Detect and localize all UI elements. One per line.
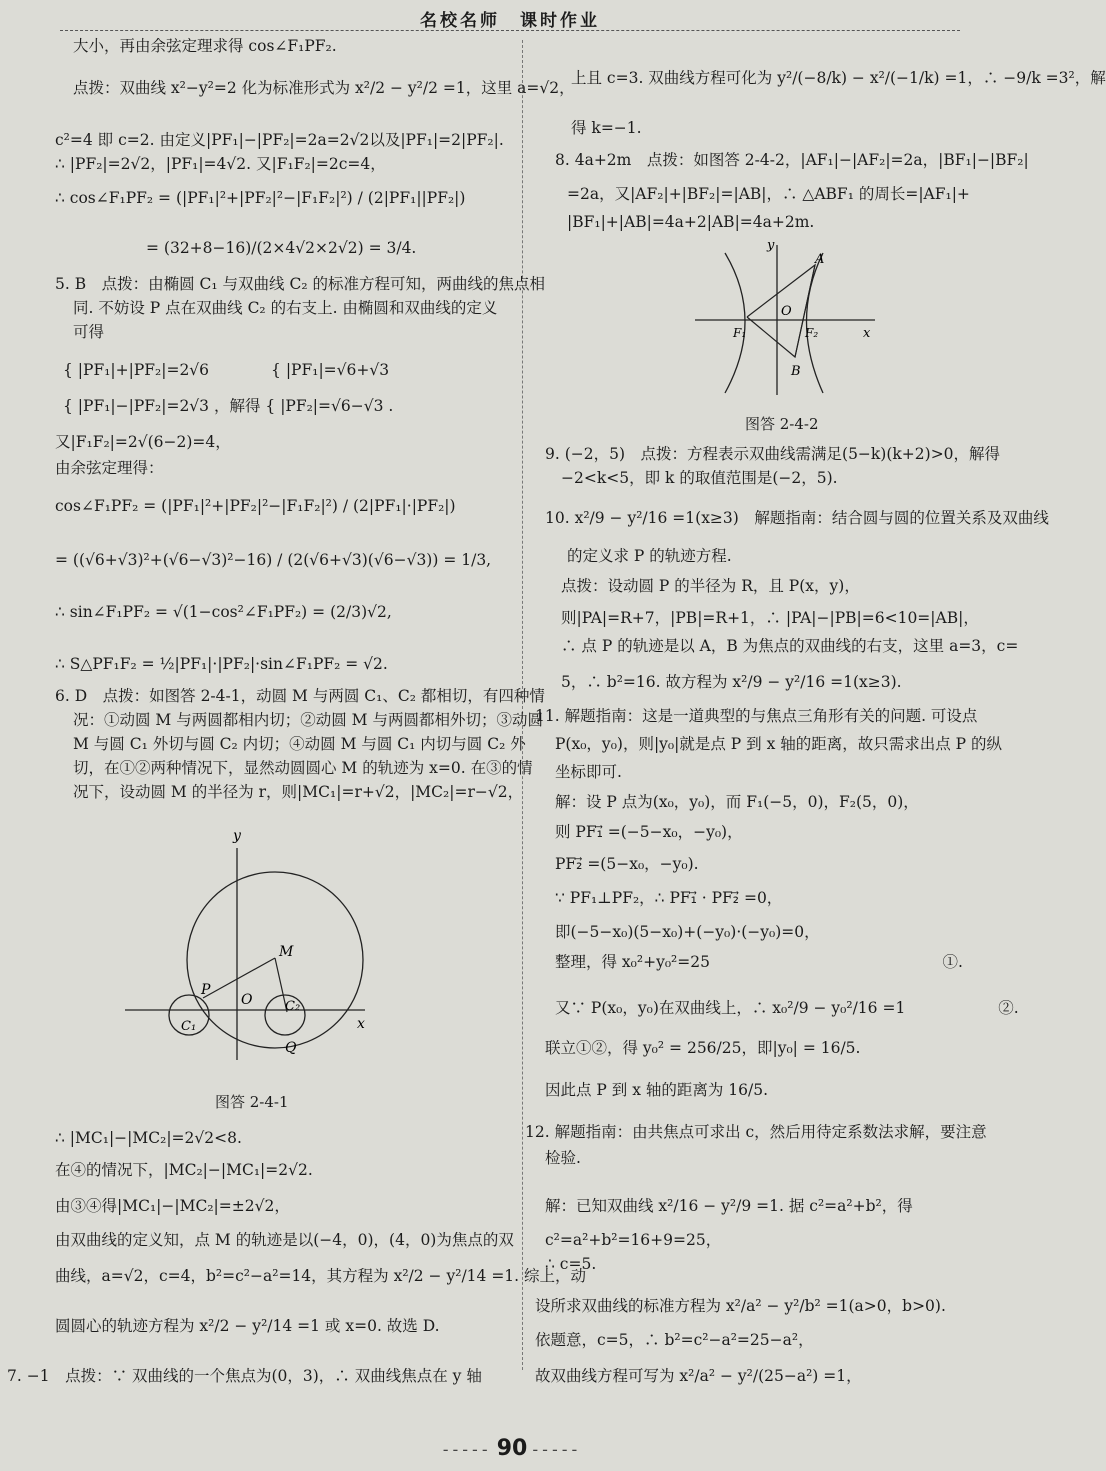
label-m: M — [279, 944, 294, 960]
label-b: B — [791, 364, 801, 379]
text-line: 10. x²/9 − y²/16 =1(x≥3) 解题指南：结合圆与圆的位置关系及双曲线 — [545, 509, 1049, 527]
text-line: 因此点 P 到 x 轴的距离为 16/5. — [545, 1081, 769, 1099]
label-f2: F₂ — [805, 326, 819, 340]
text-line: 可得 — [73, 323, 105, 341]
text-line: 由余弦定理得： — [55, 459, 164, 477]
text-line: PF₂⃗ =(5−x₀，−y₀). — [555, 855, 699, 873]
label-x: x — [863, 326, 871, 341]
label-y: y — [233, 828, 241, 844]
text-line: 上且 c=3. 双曲线方程可化为 y²/(−8/k) − x²/(−1/k) =1，∴ −9/k =3²，解 — [571, 69, 1106, 87]
text-line: { |PF₁|+|PF₂|=2√6 { |PF₁|=√6+√3 — [63, 361, 390, 379]
label-a: A — [815, 252, 825, 267]
label-p: P — [201, 982, 211, 998]
text-line: c²=4 即 c=2. 由定义|PF₁|−|PF₂|=2a=2√2以及|PF₁|=2|PF₂|. — [55, 131, 504, 149]
figure-2-4-1 — [125, 810, 445, 1070]
text-line: c²=a²+b²=16+9=25， — [545, 1231, 722, 1249]
page-footer — [0, 1436, 1024, 1461]
text-line: = (32+8−16)/(2×4√2×2√2) = 3/4. — [115, 239, 417, 257]
text-line: 故双曲线方程可写为 x²/a² − y²/(25−a²) =1， — [535, 1367, 862, 1385]
label-f1: F₁ — [733, 326, 747, 340]
text-line: 检验. — [545, 1149, 581, 1167]
right-branch — [807, 253, 824, 393]
text-line: ∴ S△PF₁F₂ = ½|PF₁|·|PF₂|·sin∠F₁PF₂ = √2. — [55, 655, 388, 673]
footer-dash-right: ----- — [532, 1440, 582, 1459]
label-o: O — [241, 992, 253, 1008]
text-line: 联立①②，得 y₀² = 256/25，即|y₀| = 16/5. — [545, 1039, 861, 1057]
text-line: 点拨：设动圆 P 的半径为 R，且 P(x，y)， — [561, 577, 860, 595]
label-c1: C₁ — [181, 1019, 197, 1034]
text-line: 大小，再由余弦定理求得 cos∠F₁PF₂. — [73, 37, 337, 55]
text-line: 由③④得|MC₁|−|MC₂|=±2√2， — [55, 1197, 290, 1215]
segment-mp — [203, 958, 275, 998]
segment-f2b — [795, 320, 803, 357]
text-line: 5. B 点拨：由椭圆 C₁ 与双曲线 C₂ 的标准方程可知，两曲线的焦点相 — [55, 275, 545, 293]
text-line: |BF₁|+|AB|=4a+2|AB|=4a+2m. — [567, 213, 815, 231]
text-line: 依题意，c=5，∴ b²=c²−a²=25−a²， — [535, 1331, 814, 1349]
text-line: 曲线，a=√2，c=4，b²=c²−a²=14，其方程为 x²/2 − y²/14 =1. 综上，动 — [55, 1267, 587, 1285]
text-line: 的定义求 P 的轨迹方程. — [567, 547, 732, 565]
figure-caption: 图答 2-4-1 — [215, 1093, 289, 1111]
text-line: ∴ |PF₂|=2√2，|PF₁|=4√2. 又|F₁F₂|=2c=4， — [55, 155, 386, 173]
label-y: y — [767, 238, 775, 253]
text-line: 点拨：双曲线 x²−y²=2 化为标准形式为 x²/2 − y²/2 =1，这里 a=√2， — [73, 79, 575, 97]
text-line: 又|F₁F₂|=2√(6−2)=4， — [55, 433, 231, 451]
text-line: 则 PF₁⃗ =(−5−x₀，−y₀)， — [555, 823, 743, 841]
text-line: 在④的情况下，|MC₂|−|MC₁|=2√2. — [55, 1161, 313, 1179]
figure-caption: 图答 2-4-2 — [745, 415, 819, 433]
text-line: = ((√6+√3)²+(√6−√3)²−16) / (2(√6+√3)(√6−√3)) = 1/3, — [55, 551, 492, 569]
text-line: ∴ 点 P 的轨迹是以 A，B 为焦点的双曲线的右支，这里 a=3，c= — [561, 637, 1019, 655]
label-c2: C₂ — [285, 999, 301, 1014]
text-line: 9. (−2，5) 点拨：方程表示双曲线需满足(5−k)(k+2)>0，解得 — [545, 445, 1001, 463]
text-line: 坐标即可. — [555, 763, 622, 781]
text-line: 5，∴ b²=16. 故方程为 x²/9 − y²/16 =1(x≥3). — [561, 673, 902, 691]
text-line: 6. D 点拨：如图答 2-4-1，动圆 M 与两圆 C₁、C₂ 都相切，有四种情 — [55, 687, 545, 705]
text-line: 12. 解题指南：由共焦点可求出 c，然后用待定系数法求解，要注意 — [525, 1123, 987, 1141]
text-line: ∵ PF₁⊥PF₂，∴ PF₁⃗ · PF₂⃗ =0， — [555, 889, 783, 907]
text-line: −2<k<5，即 k 的取值范围是(−2，5). — [561, 469, 838, 487]
figure-2-4-2 — [695, 235, 895, 410]
text-line: 圆圆心的轨迹方程为 x²/2 − y²/14 =1 或 x=0. 故选 D. — [55, 1317, 440, 1335]
text-line: 同. 不妨设 P 点在双曲线 C₂ 的右支上. 由椭圆和双曲线的定义 — [73, 299, 498, 317]
text-line: 7. −1 点拨：∵ 双曲线的一个焦点为(0，3)，∴ 双曲线焦点在 y 轴 — [7, 1367, 482, 1385]
text-line: 解：已知双曲线 x²/16 − y²/9 =1. 据 c²=a²+b²，得 — [545, 1197, 913, 1215]
text-line: ∴ c=5. — [545, 1255, 597, 1273]
text-line: 况下，设动圆 M 的半径为 r，则|MC₁|=r+√2，|MC₂|=r−√2， — [73, 783, 524, 801]
label-q: Q — [285, 1040, 297, 1056]
text-line: 切，在①②两种情况下，显然动圆圆心 M 的轨迹为 x=0. 在③的情 — [73, 759, 533, 777]
text-line: 得 k=−1. — [571, 119, 642, 137]
text-line: ∴ |MC₁|−|MC₂|=2√2<8. — [55, 1129, 242, 1147]
footer-dash-left: ----- — [442, 1440, 492, 1459]
page-number: 90 — [496, 1436, 528, 1461]
text-line: ∴ sin∠F₁PF₂ = √(1−cos²∠F₁PF₂) = (2/3)√2, — [55, 603, 392, 621]
text-line: M 与圆 C₁ 外切与圆 C₂ 内切；④动圆 M 与圆 C₁ 内切与圆 C₂ 外 — [73, 735, 526, 753]
text-line: 设所求双曲线的标准方程为 x²/a² − y²/b² =1(a>0，b>0). — [535, 1297, 946, 1315]
text-line: 况：①动圆 M 与两圆都相内切；②动圆 M 与两圆都相外切；③动圆 — [73, 711, 543, 729]
text-line: 由双曲线的定义知，点 M 的轨迹是以(−4，0)，(4，0)为焦点的双 — [55, 1231, 514, 1249]
left-branch — [725, 253, 745, 393]
text-line: ∴ cos∠F₁PF₂ = (|PF₁|²+|PF₂|²−|F₁F₂|²) / (2|PF₁||PF₂|) — [55, 189, 466, 207]
label-x: x — [357, 1016, 365, 1032]
text-line: =2a，又|AF₂|+|BF₂|=|AB|，∴ △ABF₁ 的周长=|AF₁|+ — [567, 185, 970, 203]
label-o: O — [781, 304, 792, 319]
text-line: 则|PA|=R+7，|PB|=R+1，∴ |PA|−|PB|=6<10=|AB|， — [561, 609, 979, 627]
text-line: P(x₀，y₀)，则|y₀|就是点 P 到 x 轴的距离，故只需求出点 P 的纵 — [555, 735, 1003, 753]
text-line: 8. 4a+2m 点拨：如图答 2-4-2，|AF₁|−|AF₂|=2a，|BF₁|−|BF₂| — [555, 151, 1029, 169]
text-line: 11. 解题指南：这是一道典型的与焦点三角形有关的问题. 可设点 — [535, 707, 978, 725]
text-line: { |PF₁|−|PF₂|=2√3 ，解得 { |PF₂|=√6−√3 . — [63, 397, 394, 415]
text-line: 解：设 P 点为(x₀，y₀)，而 F₁(−5，0)，F₂(5，0)， — [555, 793, 919, 811]
text-line: cos∠F₁PF₂ = (|PF₁|²+|PF₂|²−|F₁F₂|²) / (2|PF₁|·|PF₂|) — [55, 497, 456, 515]
text-line: 又∵ P(x₀，y₀)在双曲线上，∴ x₀²/9 − y₀²/16 =1 ②. — [555, 999, 1019, 1017]
page-header — [60, 0, 960, 31]
header-title: 名校名师 课时作业 — [420, 11, 600, 31]
text-line: 即(−5−x₀)(5−x₀)+(−y₀)·(−y₀)=0， — [555, 923, 820, 941]
text-line: 整理，得 x₀²+y₀²=25 ①. — [555, 953, 963, 971]
